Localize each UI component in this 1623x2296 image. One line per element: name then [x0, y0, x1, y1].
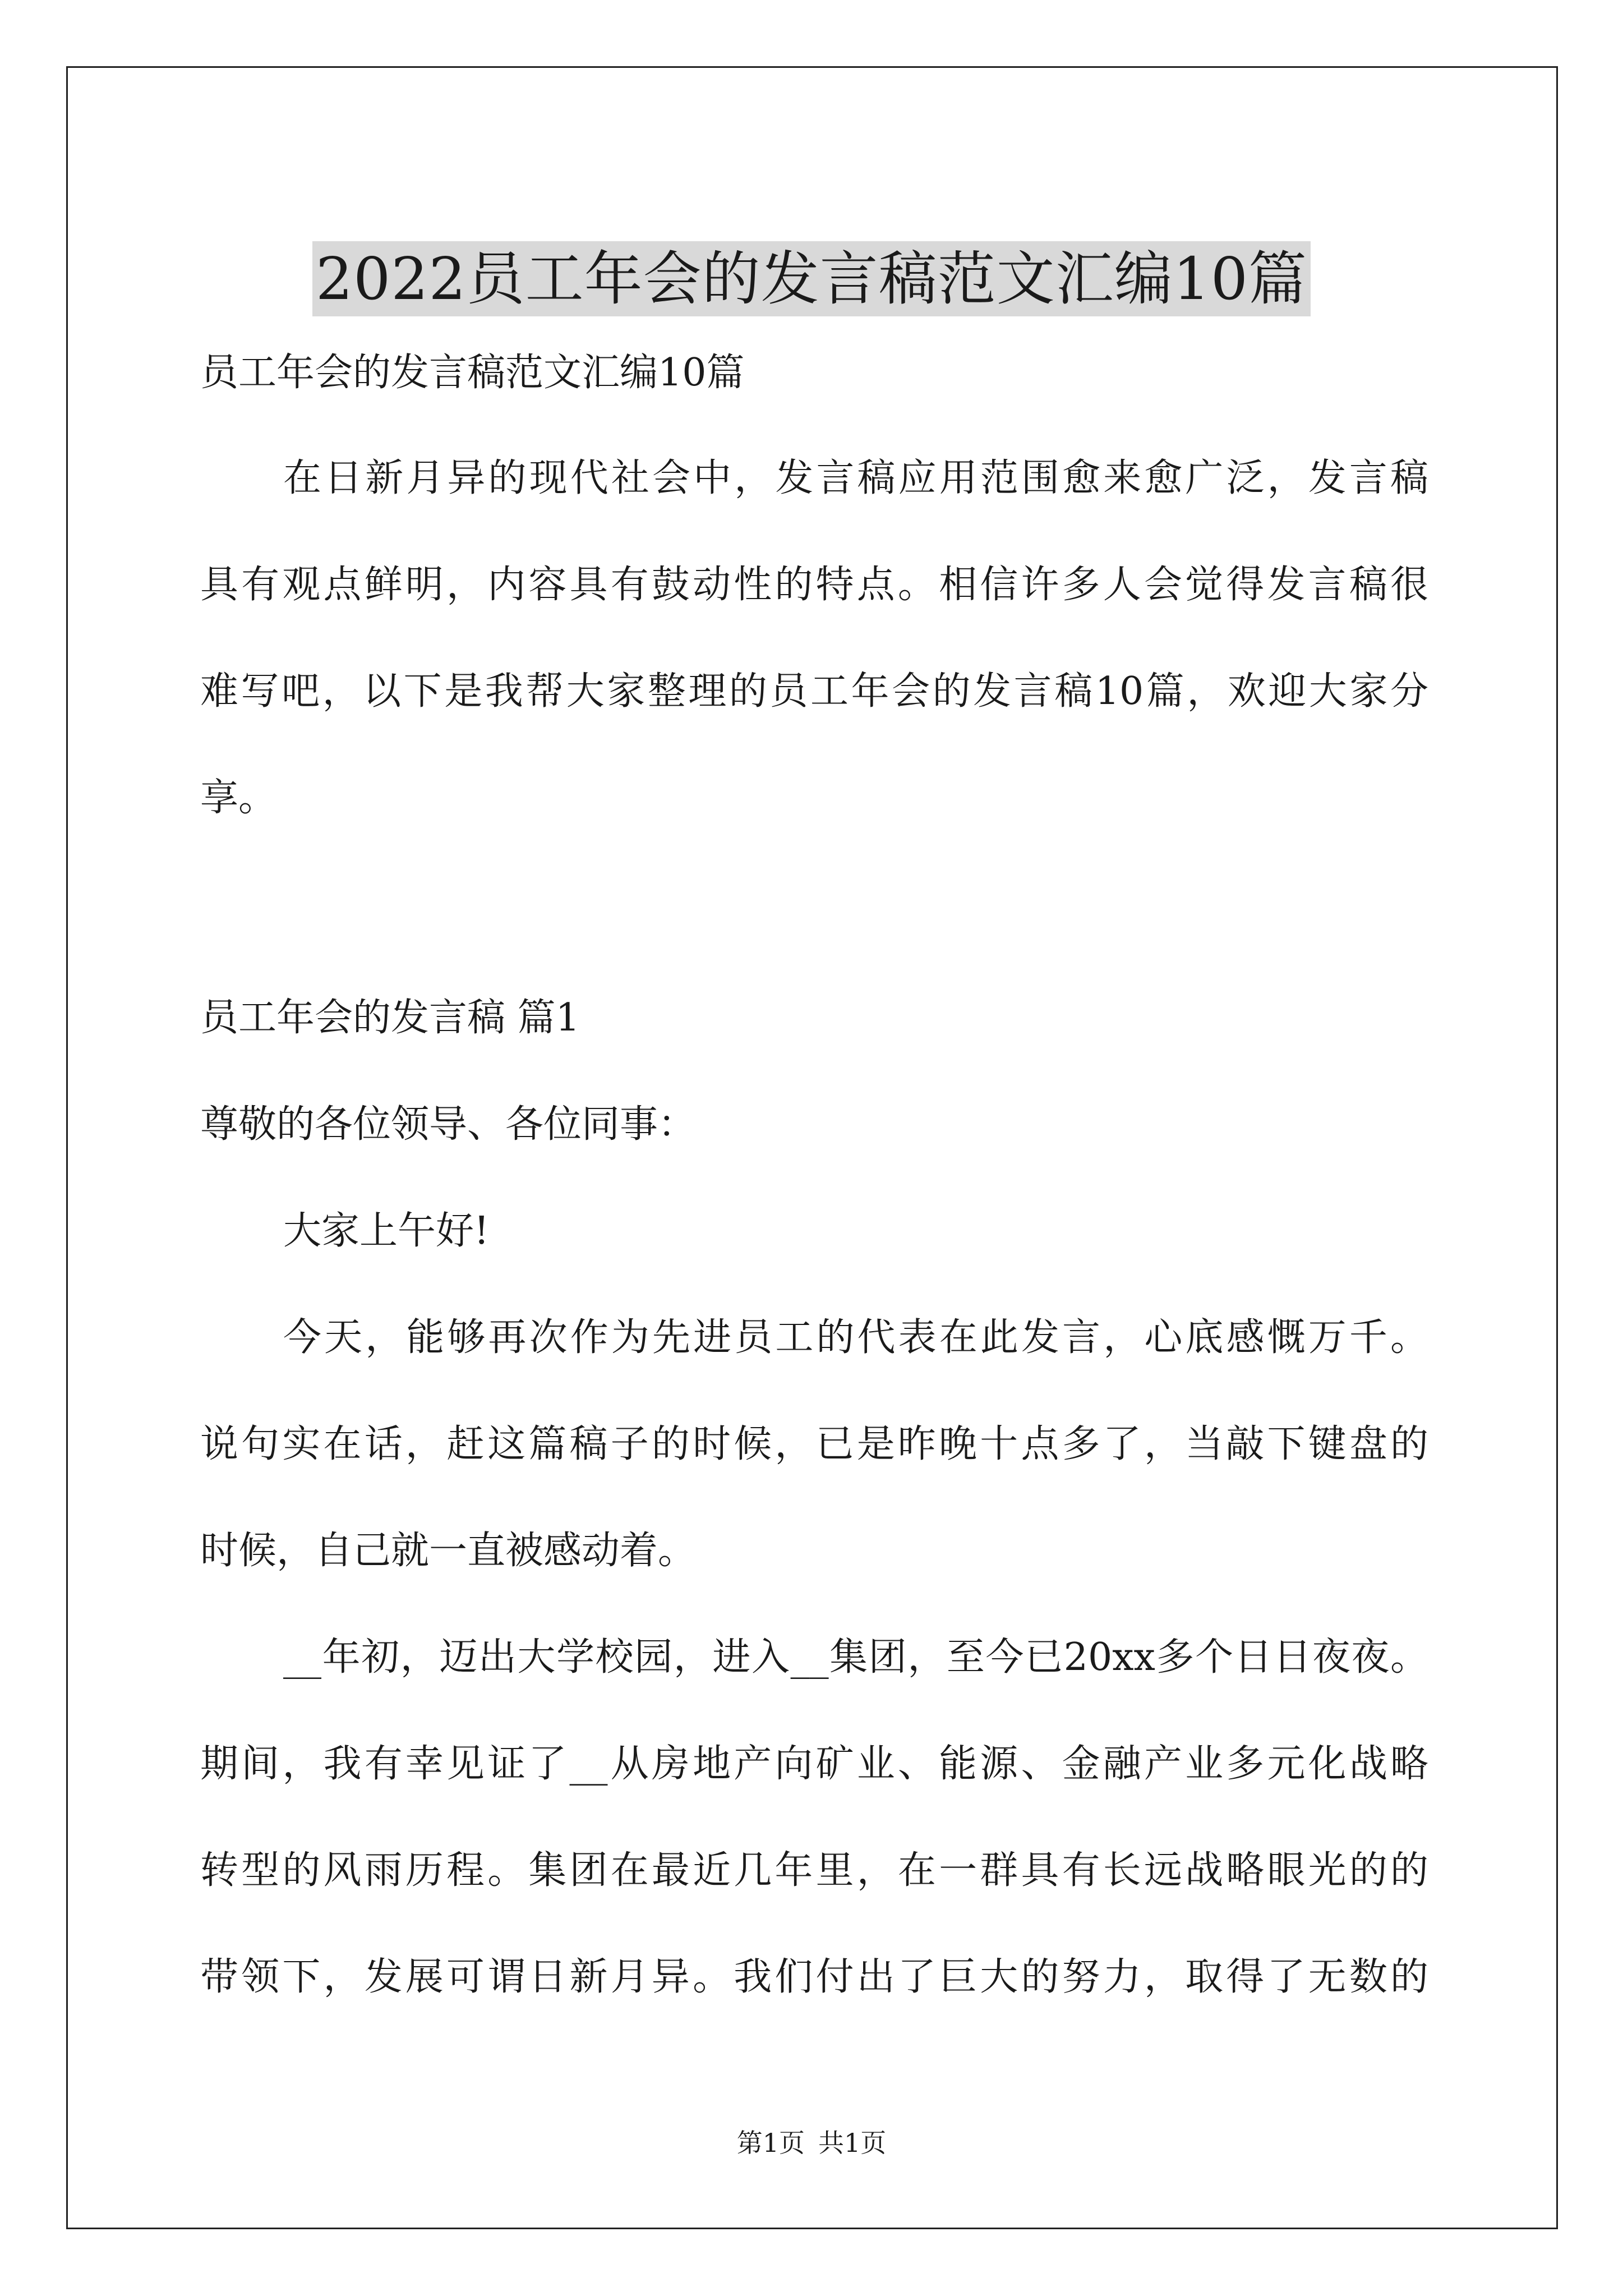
paragraph-line: __年初，迈出大学校园，进入__集团，至今已20xx多个日日夜夜。 [283, 1635, 1428, 1680]
intro-line: 具有观点鲜明，内容具有鼓动性的特点。相信许多人会觉得发言稿很 [200, 563, 1428, 607]
paragraph-line: 带领下，发展可谓日新月异。我们付出了巨大的努力，取得了无数的 [200, 1955, 1428, 1999]
section-heading: 员工年会的发言稿 篇1 [200, 996, 580, 1040]
document-subtitle: 员工年会的发言稿范文汇编10篇 [200, 351, 745, 395]
title-container [0, 202, 1623, 355]
greeting: 大家上午好! [283, 1209, 490, 1253]
paragraph-line: 转型的风雨历程。集团在最近几年里，在一群具有长远战略眼光的的 [200, 1848, 1428, 1893]
document-title: 2022员工年会的发言稿范文汇编10篇 [312, 241, 1311, 316]
intro-line: 难写吧，以下是我帮大家整理的员工年会的发言稿10篇，欢迎大家分 [200, 669, 1428, 714]
intro-line: 在日新月异的现代社会中，发言稿应用范围愈来愈广泛，发言稿 [283, 456, 1428, 500]
paragraph-line: 今天，能够再次作为先进员工的代表在此发言，心底感慨万千。 [283, 1315, 1428, 1360]
page-footer [0, 2126, 1623, 2160]
paragraph-line: 期间，我有幸见证了__从房地产向矿业、能源、金融产业多元化战略 [200, 1742, 1428, 1786]
paragraph-line: 说句实在话，赶这篇稿子的时候，已是昨晚十点多了，当敲下键盘的 [200, 1422, 1428, 1466]
salutation: 尊敬的各位领导、各位同事： [200, 1102, 697, 1147]
paragraph-line: 时候，自己就一直被感动着。 [200, 1529, 697, 1573]
intro-line: 享。 [200, 776, 277, 820]
page-number: 第1页 [736, 2128, 805, 2158]
page-total: 共1页 [818, 2128, 887, 2158]
